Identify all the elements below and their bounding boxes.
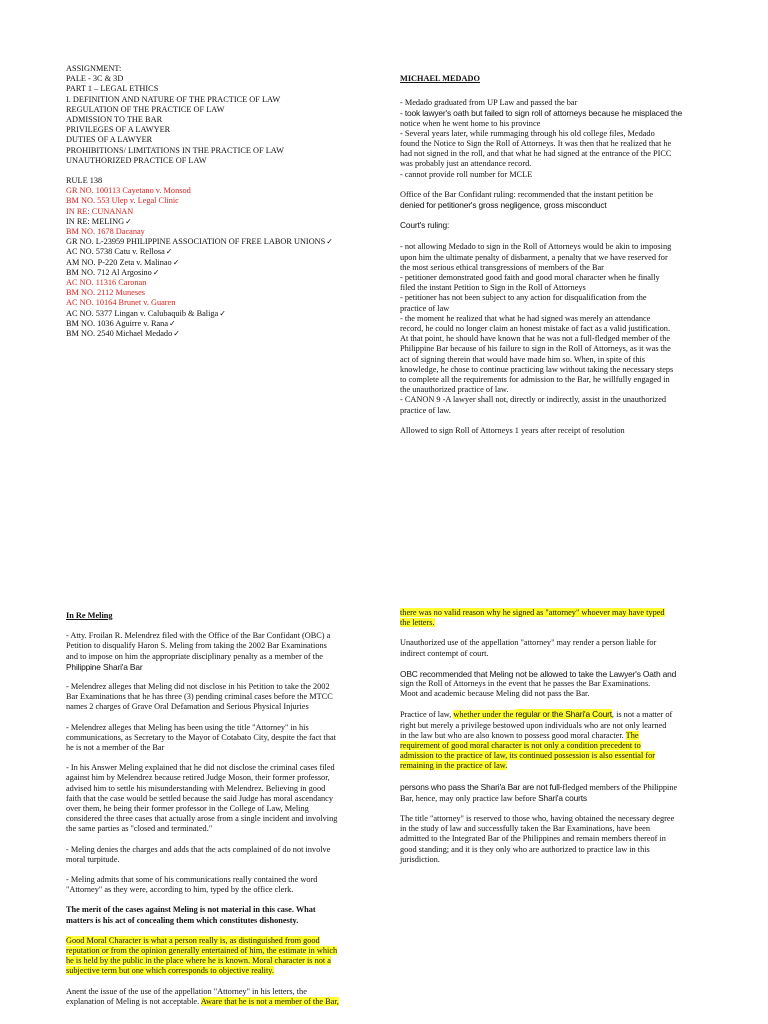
text-line: the same parties as "closed and terminated." bbox=[66, 824, 213, 834]
case-item: BM NO. 2112 Muneses bbox=[66, 288, 145, 298]
highlighted-text: requirement of good moral character is not only a condition precedent to bbox=[400, 741, 641, 751]
assignment-line: PALE - 3C & 3D bbox=[66, 74, 124, 84]
text-line: was probably just an attendance record. bbox=[400, 159, 532, 169]
case-item: GR NO. L-23959 PHILIPPINE ASSOCIATION OF FREE LABOR UNIONS ✓ bbox=[66, 237, 376, 247]
text-line: record, he could no longer claim an honest mistake of fact as a valid justification. bbox=[400, 324, 671, 334]
assignment-header bbox=[66, 64, 376, 166]
meling-column bbox=[66, 611, 378, 1007]
text-line: admitted to the Integrated Bar of the Philippines and remain members thereof in bbox=[400, 834, 666, 844]
text-line: Practice of law, bbox=[400, 710, 454, 720]
case-item: BM NO. 1036 Aguirre v. Rana ✓ bbox=[66, 319, 376, 329]
case-item: IN RE: CUNANAN bbox=[66, 206, 134, 216]
meling-para bbox=[66, 845, 378, 865]
highlighted-text: admission to the practice of law, its continued possession is also essential for bbox=[400, 751, 656, 761]
text-line: good standing; and it is they only who are authorized to practice law in this bbox=[400, 844, 650, 854]
assignment-line: UNAUTHORIZED PRACTICE OF LAW bbox=[66, 155, 207, 165]
case-item: AC NO. 10164 Brunet v. Guaren bbox=[66, 298, 176, 308]
text-line: act of signing therein that would have made him so. When, in spite of this bbox=[400, 354, 646, 364]
medado-facts bbox=[400, 98, 720, 180]
text-line: - Meling admits that some of his communications really contained the word bbox=[66, 875, 318, 885]
text-line: upon him the ultimate penalty of disbarment, a penalty that we have reserved for bbox=[400, 252, 668, 262]
text-line: moral turpitude. bbox=[66, 854, 120, 864]
text-line: explanation of Meling is not acceptable. bbox=[66, 996, 201, 1006]
handwritten-note: persons who pass the Shari'a Bar are not full bbox=[400, 781, 560, 792]
text-line: -fledged members of the Philippine bbox=[559, 782, 678, 792]
practice-of-law-para bbox=[400, 709, 720, 771]
case-item: AC NO. 11316 Caronan bbox=[66, 278, 147, 288]
assignment-line: REGULATION OF THE PRACTICE OF LAW bbox=[66, 104, 225, 114]
meling-holding bbox=[66, 905, 378, 925]
text-line: and to impose on him the appropriate disciplinary penalty as a member of the bbox=[66, 651, 323, 661]
case-item: AC NO. 5377 Lingan v. Calubaquib & Baliga ✓ bbox=[66, 309, 376, 319]
text-line: faith that the case would be settled because the said Judge has moral ascendancy bbox=[66, 793, 334, 803]
case-list bbox=[66, 186, 376, 339]
text-line: - CANON 9 -A lawyer shall not, directly or indirectly, assist in the unauthorized bbox=[400, 395, 667, 405]
text-line: had not signed in the roll, and that what he had signed at the entrance of the PICC bbox=[400, 149, 672, 159]
text-line: over them, he being their former professor in the College of Law, Meling bbox=[66, 804, 309, 814]
case-item: GR NO. 100113 Cayetano v. Monsod bbox=[66, 186, 191, 196]
text-line: Bar, hence, may only practice law before bbox=[400, 793, 539, 803]
text-line: notice when he went home to his province bbox=[400, 118, 541, 128]
text-line: - Several years later, while rummaging through his old college files, Medado bbox=[400, 128, 655, 138]
attorney-title-para bbox=[400, 814, 720, 865]
text-line: in the study of law and successfully taken the Bar Examinations, have been bbox=[400, 824, 650, 834]
assignment-line: PROHIBITIONS/ LIMITATIONS IN THE PRACTICE OF LAW bbox=[66, 145, 284, 155]
highlighted-text: The bbox=[625, 730, 639, 740]
obc-recommendation bbox=[400, 669, 720, 700]
text-line: Unauthorized use of the appellation "attorney" may render a person liable for bbox=[400, 638, 657, 648]
meling-para bbox=[66, 682, 378, 713]
case-item: BM NO. 1678 Dacanay bbox=[66, 227, 145, 237]
text-line: names 2 charges of Grave Oral Defamation and Serious Physical Injuries bbox=[66, 702, 309, 712]
text-line: - cannot provide roll number for MCLE bbox=[400, 169, 533, 179]
text-line: practice of law bbox=[400, 303, 450, 313]
assignment-column bbox=[66, 64, 376, 339]
handwritten-note: denied for petitioner's gross negligence, gross misconduct bbox=[400, 200, 607, 211]
text-line: - the moment he realized that what he had signed was merely an attendance bbox=[400, 313, 651, 323]
text-line: - Melendrez alleges that Meling did not disclose in his Petition to take the 2002 bbox=[66, 682, 330, 692]
text-line: considered the three cases that actually arose from a single incident and involving bbox=[66, 814, 338, 824]
text-line: found the Notice to Sign the Roll of Attorneys. It was then that he realized that he bbox=[400, 139, 672, 149]
assignment-line: ADMISSION TO THE BAR bbox=[66, 115, 163, 125]
allowed-note: Allowed to sign Roll of Attorneys 1 years after receipt of resolution bbox=[400, 425, 625, 435]
text-line: - Medado graduated from UP Law and passed the bar bbox=[400, 98, 578, 108]
case-item: BM NO. 553 Ulep v. Legal Clinic bbox=[66, 196, 179, 206]
text-line: he is not a member of the Bar bbox=[66, 743, 165, 753]
court-ruling-heading bbox=[400, 220, 720, 230]
text-line: , is not a matter of bbox=[611, 710, 673, 720]
medado-title: MICHAEL MEDADO bbox=[400, 74, 480, 83]
meling-para bbox=[66, 631, 378, 672]
text-line: to complete all the requirements for admission to the Bar, he willfully engaged in bbox=[400, 375, 670, 385]
anent-para bbox=[66, 987, 378, 1007]
text-line: matters is his act of concealing them which constitutes dishonesty. bbox=[66, 915, 299, 925]
highlighted-text: the letters. bbox=[400, 618, 435, 628]
assignment-line: PART 1 – LEGAL ETHICS bbox=[66, 84, 159, 94]
unauthorized-use-para bbox=[400, 638, 720, 658]
highlighted-text: subjective term but one which corresponds to objective reality. bbox=[66, 966, 274, 976]
text-line: - not allowing Medado to sign in the Roll of Attorneys would be akin to imposing bbox=[400, 242, 672, 252]
meling-para bbox=[66, 723, 378, 754]
text-line: in the law but who are also known to possess good moral character. bbox=[400, 730, 626, 740]
assignment-line: I. DEFINITION AND NATURE OF THE PRACTICE OF LAW bbox=[66, 94, 281, 104]
meling-para bbox=[66, 763, 378, 834]
highlighted-text: remaining in the practice of law. bbox=[400, 761, 508, 771]
anent-continued bbox=[400, 608, 720, 628]
case-item: AM NO. P-220 Zeta v. Malinao ✓ bbox=[66, 258, 376, 268]
moral-character-para bbox=[66, 936, 378, 977]
handwritten-note: regular or the Shari'a Court bbox=[515, 709, 612, 720]
case-item: IN RE: MELING ✓ bbox=[66, 217, 376, 227]
text-line: - Meling denies the charges and adds that the acts complained of do not involve bbox=[66, 844, 331, 854]
text-line: Office of the Bar Confidant ruling: recommended that the instant petition be bbox=[400, 189, 654, 199]
case-item: BM NO. 2540 Michael Medado ✓ bbox=[66, 329, 376, 339]
text-line: The title "attorney" is reserved to those who, having obtained the necessary degree bbox=[400, 814, 675, 824]
text-line: jurisdiction. bbox=[400, 854, 440, 864]
highlighted-text: whether under the bbox=[453, 710, 516, 720]
assignment-line: DUTIES OF A LAWYER bbox=[66, 135, 153, 145]
handwritten-note: Shari'a courts bbox=[538, 792, 587, 803]
text-line: sign the Roll of Attorneys in the event that he passes the Bar Examinations. bbox=[400, 679, 651, 689]
court-ruling bbox=[400, 242, 720, 415]
assignment-line: PRIVILEGES OF A LAWYER bbox=[66, 125, 171, 135]
medado-column bbox=[400, 74, 720, 436]
case-item: AC NO. 5738 Catu v. Rellosa ✓ bbox=[66, 247, 376, 257]
highlighted-text: he is held by the public in the place where he is known. Moral character is not a bbox=[66, 956, 331, 966]
text-line: Bar Examinations that he has three (3) pending criminal cases before the MTCC bbox=[66, 692, 333, 702]
text-line: advised him to settle his misunderstanding with Melendrez. Believing in good bbox=[66, 783, 326, 793]
text-line: Anent the issue of the use of the appellation "Attorney" in his letters, the bbox=[66, 986, 307, 996]
sharia-bar-para bbox=[400, 782, 720, 804]
text-line: At that point, he should have known that he was not a full-fledged member of the bbox=[400, 334, 671, 344]
text-line: right but merely a privilege bestowed upon individuals who are not only learned bbox=[400, 720, 667, 730]
text-line: indirect contempt of court. bbox=[400, 648, 489, 658]
text-line: - petitioner has not been subject to any action for disqualification from the bbox=[400, 293, 647, 303]
handwritten-note: Court's ruling: bbox=[400, 220, 450, 231]
handwritten-note: OBC recommended that Meling not be allowed to take the Lawyer's Oath and bbox=[400, 668, 677, 679]
text-line: against him by Melendrez because retired Judge Moson, their former professor, bbox=[66, 773, 330, 783]
text-line: - petitioner demonstrated good faith and good moral character when he finally bbox=[400, 273, 660, 283]
text-line: "Attorney" as they were, according to him, typed by the office clerk. bbox=[66, 885, 294, 895]
text-line: Moot and academic because Meling did not pass the Bar. bbox=[400, 689, 590, 699]
highlighted-text: Aware that he is not a member of the Bar, bbox=[200, 996, 339, 1006]
handwritten-note: - took lawyer's oath but failed to sign roll of attorneys because he misplaced the bbox=[400, 108, 683, 119]
text-line: - In his Answer Meling explained that he did not disclose the criminal cases filed bbox=[66, 763, 335, 773]
text-line: Philippine Bar because of his failure to sign in the Roll of Attorneys, as it was the bbox=[400, 344, 671, 354]
text-line: - Atty. Froilan R. Melendrez filed with the Office of the Bar Confidant (OBC) a bbox=[66, 631, 331, 641]
highlighted-text: reputation or from the opinion generally entertained of him, the estimate in which bbox=[66, 946, 338, 956]
text-line: - Melendrez alleges that Meling has been using the title "Attorney" in his bbox=[66, 722, 309, 732]
assignment-line: ASSIGNMENT: bbox=[66, 64, 122, 73]
meling-para bbox=[66, 875, 378, 895]
text-line: knowledge, he chose to continue practicing law without taking the necessary steps bbox=[400, 364, 674, 374]
handwritten-note: Philippine Shari'a Bar bbox=[66, 661, 143, 672]
text-line: Petition to disqualify Haron S. Meling from taking the 2002 Bar Examinations bbox=[66, 641, 327, 651]
obc-ruling bbox=[400, 190, 720, 210]
meling-continued-column bbox=[400, 608, 720, 875]
rule-heading: RULE 138 bbox=[66, 176, 103, 186]
highlighted-text: there was no valid reason why he signed as "attorney" whoever may have typed bbox=[400, 608, 665, 617]
text-line: the most serious ethical transgressions of members of the Bar bbox=[400, 262, 604, 272]
text-line: The merit of the cases against Meling is not material in this case. What bbox=[66, 905, 316, 915]
case-item: BM NO. 712 Al Argosino ✓ bbox=[66, 268, 376, 278]
text-line: filed the instant Petition to Sign in the Roll of Attorneys bbox=[400, 283, 586, 293]
text-line: practice of law. bbox=[400, 405, 451, 415]
text-line: the unauthorized practice of law. bbox=[400, 385, 509, 395]
highlighted-text: Good Moral Character is what a person really is, as distinguished from good bbox=[66, 935, 320, 945]
meling-title: In Re Meling bbox=[66, 611, 113, 620]
text-line: communications, as Secretary to the Mayor of Cotabato City, despite the fact that bbox=[66, 732, 336, 742]
